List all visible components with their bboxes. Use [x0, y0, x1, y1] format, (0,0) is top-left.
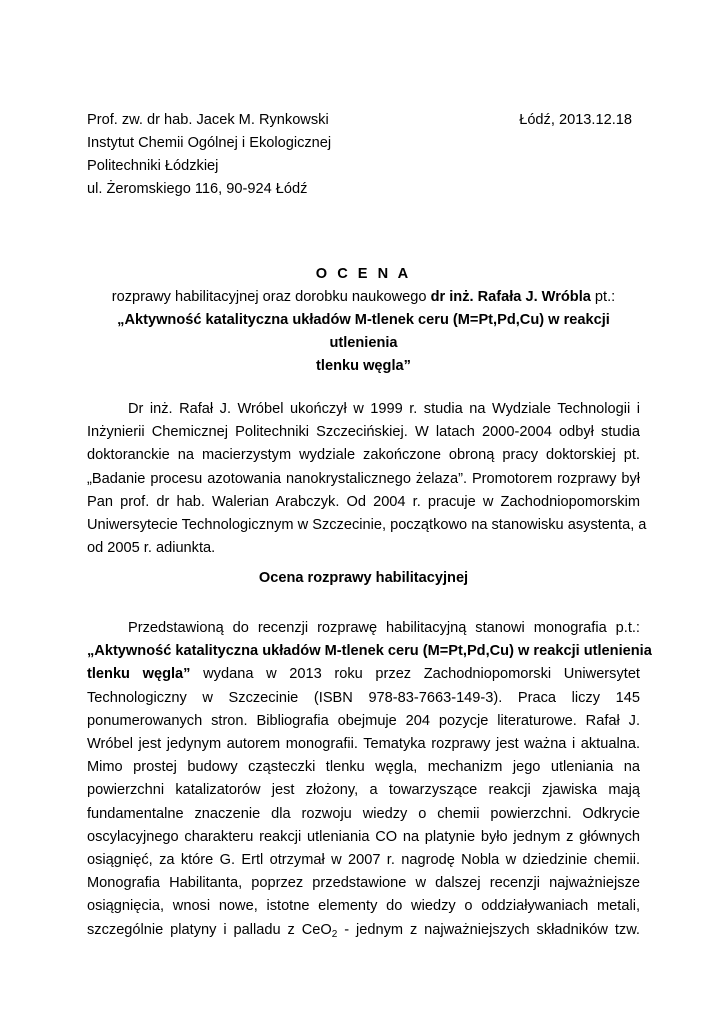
title-line-1 [112, 289, 615, 305]
review-line: Technologiczny w Szczecinie (ISBN 978-83-7663-149-3). Praca liczy 145 [87, 689, 640, 706]
review-line: osiągnięcia, wnosi nowe, istotne elementy do wiedzy o oddziaływaniach metali, [87, 898, 640, 915]
review-line [87, 663, 640, 686]
review-line: ponumerowanych stron. Bibliografia obejmuje 204 pozycje literaturowe. Rafał J. [87, 712, 640, 729]
review-line: Mimo prostej budowy cząsteczki tlenku węgla, mechanizm jego utleniania na [87, 759, 640, 776]
thesis-title-line-2: tlenku węgla” [316, 358, 411, 374]
address: ul. Żeromskiego 116, 90-924 Łódź [87, 181, 308, 197]
review-line: osiągnięć, za które G. Ertl otrzymał w 2007 r. nagrodę Nobla w dziedzinie chemii. [87, 852, 640, 869]
review-line-text: - jednym z najważniejszych składników tzw. [337, 921, 640, 938]
title-prefix: rozprawy habilitacyjnej oraz dorobku naukowego [111, 289, 431, 305]
intro-line: Pan prof. dr hab. Walerian Arabczyk. Od 2004 r. pracuje w Zachodniopomorskim [87, 493, 640, 510]
review-line: oscylacyjnego charakteru reakcji utleniania CO na platynie było jednym z głównych [87, 828, 640, 845]
intro-line: Dr inż. Rafał J. Wróbel ukończył w 1999 r. studia na Wydziale Technologii i [128, 401, 640, 417]
intro-paragraph [87, 398, 647, 560]
university-name: Politechniki Łódzkiej [87, 158, 219, 174]
intro-line: doktoranckie na macierzystym wydziale zakończone obroną pracy doktorskiej pt. [87, 447, 640, 464]
intro-line: „Badanie procesu azotowania nanokrystalicznego żelaza”. Promotorem rozprawy był [87, 470, 640, 487]
institute-name: Instytut Chemii Ogólnej i Ekologicznej [87, 135, 332, 151]
candidate-name: dr inż. Rafała J. Wróbla [430, 289, 591, 305]
intro-line: Inżynierii Chemicznej Politechniki Szczecińskiej. W latach 2000-2004 odbył studia [87, 424, 640, 441]
intro-line: od 2005 r. adiunkta. [87, 540, 216, 557]
review-line-text: szczególnie platyny i palladu z CeO [87, 921, 332, 938]
review-line-text: wydana w 2013 roku przez Zachodniopomorski Uniwersytet [190, 666, 640, 683]
author-name: Prof. zw. dr hab. Jacek M. Rynkowski [87, 112, 329, 128]
letter-header [87, 109, 632, 201]
intro-line: Uniwersytecie Technologicznym w Szczecinie, początkowo na stanowisku asystenta, a [87, 517, 647, 534]
section-title: Ocena rozprawy habilitacyjnej [258, 570, 469, 586]
review-line: Monografia Habilitanta, poprzez przedstawione w dalszej recenzji najważniejsze [87, 875, 640, 892]
thesis-title-line-1: „Aktywność katalityczna układów M-tlenek ceru (M=Pt,Pd,Cu) w reakcji utlenienia [117, 312, 610, 351]
review-title-line: „Aktywność katalityczna układów M-tlenek ceru (M=Pt,Pd,Cu) w reakcji utlenienia [87, 643, 652, 660]
review-line: Przedstawioną do recenzji rozprawę habilitacyjną stanowi monografia p.t.: [128, 620, 640, 636]
title-suffix: pt.: [590, 289, 616, 305]
review-line: fundamentalne znaczenie dla rozwoju wiedzy o chemii powierzchni. Odkrycie [87, 805, 640, 822]
date: Łódź, 2013.12.18 [519, 112, 632, 128]
review-line: Wróbel jest jedynym autorem monografii. Tematyka rozprawy jest ważna i aktualna. [87, 736, 640, 753]
review-title-end: tlenku węgla” [87, 666, 191, 683]
review-line: powierzchni katalizatorów jest złożony, a towarzyszące reakcji zjawiska mają [87, 782, 640, 799]
review-line [87, 919, 640, 942]
document-heading: O C E N A [315, 266, 412, 282]
review-paragraph [87, 617, 652, 942]
subscript: 2 [331, 928, 338, 940]
title-block [87, 263, 640, 378]
